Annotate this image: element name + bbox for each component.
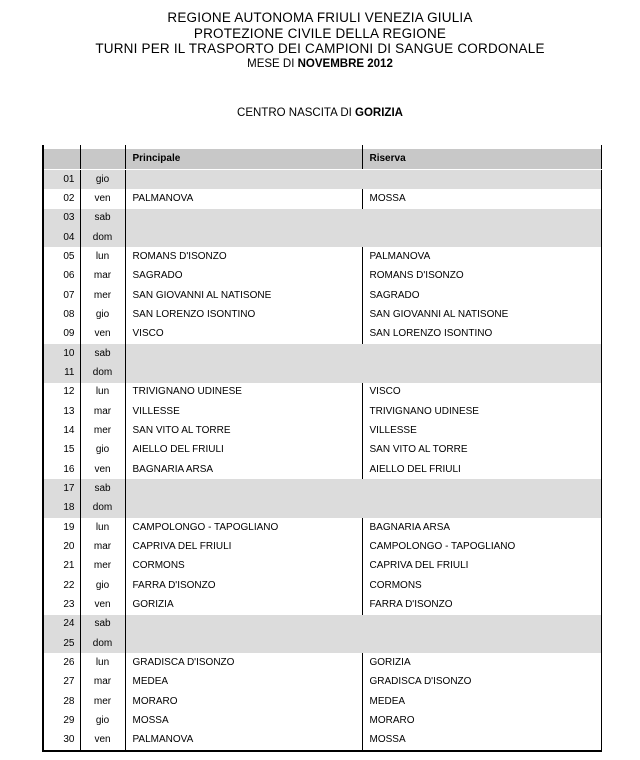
day-number-cell: 30 [43, 731, 80, 751]
principale-cell: GORIZIA [125, 595, 362, 614]
day-name-cell: dom [80, 634, 125, 653]
riserva-cell: FARRA D'ISONZO [369, 598, 453, 610]
riserva-cell: CORMONS [369, 579, 422, 591]
day-number-cell: 11 [43, 363, 80, 382]
principale-cell: MORARO [125, 692, 362, 711]
principale-cell: SAN GIOVANNI AL NATISONE [125, 286, 362, 305]
principale-riserva-merged-cell [125, 228, 601, 247]
day-name-cell: ven [80, 731, 125, 751]
principale-riserva-merged-cell [125, 363, 601, 382]
table-row [43, 518, 601, 537]
table-row [43, 595, 601, 614]
day-number-cell: 06 [43, 267, 80, 286]
day-name-header-cell [80, 149, 125, 170]
day-number-cell: 21 [43, 557, 80, 576]
day-name-cell: ven [80, 325, 125, 344]
principale-cell: CAPRIVA DEL FRIULI [125, 537, 362, 556]
day-name-cell: dom [80, 228, 125, 247]
principale-cell: AIELLO DEL FRIULI [125, 441, 362, 460]
month-prefix: MESE DI [247, 58, 295, 71]
table-row [43, 692, 601, 711]
principale-cell: SAGRADO [125, 267, 362, 286]
title-line-2: PROTEZIONE CIVILE DELLA REGIONE [193, 25, 447, 41]
day-number-cell: 17 [43, 479, 80, 498]
table-row [43, 170, 601, 190]
day-number-cell: 13 [43, 402, 80, 421]
birth-center-prefix: CENTRO NASCITA DI [237, 107, 352, 119]
day-name-cell: sab [80, 344, 125, 363]
day-number-cell: 27 [43, 673, 80, 692]
day-number-cell: 03 [43, 209, 80, 228]
day-name-cell: sab [80, 479, 125, 498]
birth-center-line [0, 107, 640, 119]
principale-cell: BAGNARIA ARSA [125, 460, 362, 479]
principale-cell: FARRA D'ISONZO [125, 576, 362, 595]
day-number-cell: 19 [43, 518, 80, 537]
day-number-cell: 12 [43, 383, 80, 402]
principale-cell: TRIVIGNANO UDINESE [125, 383, 362, 402]
table-row [43, 247, 601, 266]
table-row [43, 557, 601, 576]
table-row [43, 402, 601, 421]
riserva-cell: MOSSA [369, 192, 406, 204]
riserva-header-cell: Riserva [362, 149, 601, 170]
riserva-cell: CAPRIVA DEL FRIULI [369, 560, 469, 572]
principale-cell: PALMANOVA [125, 731, 362, 751]
principale-cell: GRADISCA D'ISONZO [125, 653, 362, 672]
table-row [43, 537, 601, 556]
day-number-cell: 18 [43, 499, 80, 518]
riserva-cell: MOSSA [369, 734, 406, 746]
day-name-cell: ven [80, 460, 125, 479]
day-number-cell: 23 [43, 595, 80, 614]
riserva-cell: GORIZIA [369, 656, 411, 668]
table-row [43, 363, 601, 382]
day-name-cell: gio [80, 576, 125, 595]
principale-riserva-merged-cell [125, 479, 601, 498]
riserva-cell: VISCO [369, 386, 401, 398]
day-name-cell: mar [80, 673, 125, 692]
day-name-cell: lun [80, 653, 125, 672]
riserva-cell: PALMANOVA [369, 250, 431, 262]
table-row [43, 441, 601, 460]
riserva-cell: SAN GIOVANNI AL NATISONE [369, 308, 509, 320]
table-row [43, 634, 601, 653]
table-row [43, 209, 601, 228]
day-number-cell: 16 [43, 460, 80, 479]
riserva-cell: BAGNARIA ARSA [369, 521, 451, 533]
principale-cell: ROMANS D'ISONZO [125, 247, 362, 266]
principale-cell: CAMPOLONGO - TAPOGLIANO [125, 518, 362, 537]
day-number-cell: 08 [43, 305, 80, 324]
day-name-cell: gio [80, 711, 125, 730]
riserva-cell: SAGRADO [369, 289, 420, 301]
principale-riserva-merged-cell [125, 209, 601, 228]
principale-cell: MEDEA [125, 673, 362, 692]
schedule-table [42, 145, 602, 752]
day-number-cell: 10 [43, 344, 80, 363]
riserva-cell: SAN LORENZO ISONTINO [369, 328, 493, 340]
day-number-cell: 02 [43, 189, 80, 208]
day-number-cell: 29 [43, 711, 80, 730]
principale-riserva-merged-cell [125, 634, 601, 653]
table-row [43, 673, 601, 692]
principale-cell: CORMONS [125, 557, 362, 576]
riserva-cell: SAN VITO AL TORRE [369, 444, 468, 456]
day-name-cell: gio [80, 441, 125, 460]
day-number-cell: 25 [43, 634, 80, 653]
table-header-row [43, 149, 601, 170]
title-line-1: REGIONE AUTONOMA FRIULI VENEZIA GIULIA [167, 10, 473, 25]
principale-riserva-merged-cell [125, 615, 601, 634]
day-number-cell: 15 [43, 441, 80, 460]
day-number-cell: 22 [43, 576, 80, 595]
day-name-cell: mar [80, 267, 125, 286]
day-name-cell: gio [80, 170, 125, 190]
principale-riserva-merged-cell [125, 170, 601, 190]
day-name-cell: ven [80, 189, 125, 208]
day-name-cell: sab [80, 209, 125, 228]
principale-cell: MOSSA [125, 711, 362, 730]
riserva-cell: AIELLO DEL FRIULI [369, 463, 461, 475]
day-number-cell: 28 [43, 692, 80, 711]
principale-cell: VISCO [125, 325, 362, 344]
table-row [43, 344, 601, 363]
day-name-cell: lun [80, 518, 125, 537]
day-number-cell: 20 [43, 537, 80, 556]
table-row [43, 653, 601, 672]
riserva-cell: MORARO [369, 714, 415, 726]
riserva-cell: MEDEA [369, 695, 406, 707]
table-row [43, 615, 601, 634]
table-row [43, 499, 601, 518]
principale-header-cell: Principale [125, 149, 362, 170]
day-number-cell: 07 [43, 286, 80, 305]
day-number-cell: 24 [43, 615, 80, 634]
day-name-cell: sab [80, 615, 125, 634]
riserva-cell: ROMANS D'ISONZO [369, 270, 464, 282]
day-name-cell: mer [80, 557, 125, 576]
principale-cell: PALMANOVA [125, 189, 362, 208]
day-number-cell: 05 [43, 247, 80, 266]
table-row [43, 383, 601, 402]
riserva-cell: GRADISCA D'ISONZO [369, 676, 472, 688]
schedule-table-body [43, 145, 601, 751]
day-name-cell: gio [80, 305, 125, 324]
month-line [0, 57, 640, 72]
principale-cell: VILLESSE [125, 402, 362, 421]
table-row [43, 189, 601, 208]
day-number-cell: 01 [43, 170, 80, 190]
day-name-cell: mar [80, 402, 125, 421]
day-name-cell: mer [80, 692, 125, 711]
birth-center-value: GORIZIA [355, 107, 403, 119]
day-name-cell: lun [80, 383, 125, 402]
table-row [43, 325, 601, 344]
day-name-cell: mar [80, 537, 125, 556]
table-row [43, 711, 601, 730]
day-name-cell: ven [80, 595, 125, 614]
table-row [43, 267, 601, 286]
table-row [43, 421, 601, 440]
title-line-3: TURNI PER IL TRASPORTO DEI CAMPIONI DI SANGUE CORDONALE [95, 41, 545, 57]
principale-riserva-merged-cell [125, 499, 601, 518]
day-number-cell: 09 [43, 325, 80, 344]
day-name-cell: mer [80, 286, 125, 305]
table-row [43, 286, 601, 305]
table-row [43, 228, 601, 247]
day-number-cell: 14 [43, 421, 80, 440]
principale-cell: SAN LORENZO ISONTINO [125, 305, 362, 324]
table-row [43, 731, 601, 751]
table-row [43, 305, 601, 324]
day-name-cell: dom [80, 499, 125, 518]
day-name-cell: mer [80, 421, 125, 440]
principale-cell: SAN VITO AL TORRE [125, 421, 362, 440]
table-row [43, 479, 601, 498]
principale-riserva-merged-cell [125, 344, 601, 363]
day-number-header-cell [43, 149, 80, 170]
riserva-cell: TRIVIGNANO UDINESE [369, 405, 479, 417]
riserva-cell: VILLESSE [369, 424, 417, 436]
table-row [43, 460, 601, 479]
document-header [0, 10, 640, 72]
day-number-cell: 04 [43, 228, 80, 247]
day-name-cell: dom [80, 363, 125, 382]
day-number-cell: 26 [43, 653, 80, 672]
riserva-cell: CAMPOLONGO - TAPOGLIANO [369, 540, 516, 552]
table-row [43, 576, 601, 595]
day-name-cell: lun [80, 247, 125, 266]
month-value: NOVEMBRE 2012 [297, 58, 393, 71]
